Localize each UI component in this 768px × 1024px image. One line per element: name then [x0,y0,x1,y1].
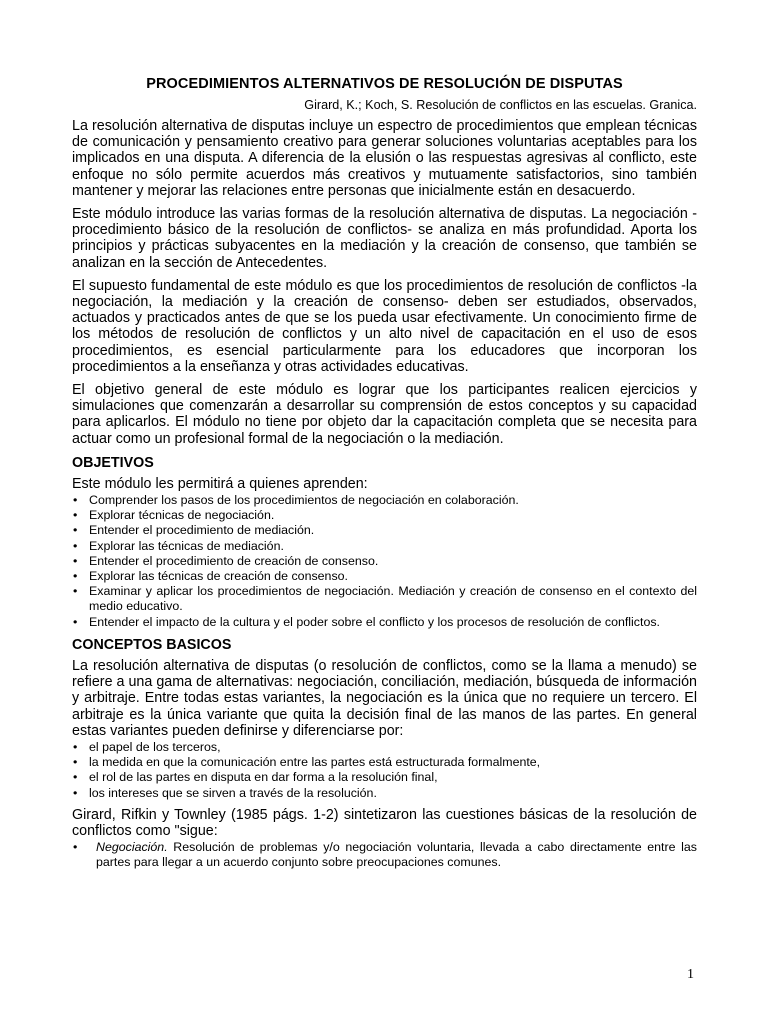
list-item: • Explorar técnicas de negociación. [72,508,697,523]
paragraph: La resolución alternativa de disputas (o resolución de conflictos, como se la llama a menudo) se refiere a una gama de alternativas: negociación, conciliación, mediación, búsqueda de información y arbitraje. Entre todas estas variantes, la negociación es la única que no requiere un tercero. El arbitraje es la única variante que quita la decisión final de las manos de las partes. En general estas variantes pueden definirse y diferenciarse por: [72,657,697,739]
objetivos-intro: Este módulo les permitirá a quienes aprenden: [72,475,368,492]
paragraph: El supuesto fundamental de este módulo es que los procedimientos de resolución de conflictos -la negociación, la mediación y la creación de consenso- deben ser estudiados, observados, actuados y practicados antes de que se los pueda usar efectivamente. Un conocimiento firme de los métodos de resolución de conflictos y un alto nivel de capacitación en el uso de esos procedimientos, es esencial particularmente para los educadores que incorporan los procedimientos a la enseñanza y otras actividades educativas. [72,277,697,375]
list-item: • la medida en que la comunicación entre las partes está estructurada formalmente, [72,755,697,770]
list-item: • Entender el procedimiento de creación de consenso. [72,554,697,569]
list-item: • Comprender los pasos de los procedimientos de negociación en colaboración. [72,493,697,508]
list-item: • el papel de los terceros, [72,740,697,755]
term-label: Negociación. [96,840,168,855]
document-page [72,76,697,877]
list-item: • los intereses que se sirven a través de la resolución. [72,786,697,801]
paragraph: Este módulo introduce las varias formas de la resolución alternativa de disputas. La negociación -procedimiento básico de la resolución de conflictos- se analiza en más profundidad. Aporta los principios y prácticas subyacentes en la mediación y la creación de consenso, que también se analizan en la sección de Antecedentes. [72,206,697,271]
page-number: 1 [687,967,694,982]
document-title: PROCEDIMIENTOS ALTERNATIVOS DE RESOLUCIÓN DE DISPUTAS [146,76,623,92]
list-item [72,840,697,870]
section-heading-objetivos: OBJETIVOS [72,454,154,471]
conceptos-list [72,740,697,801]
term-definition: Resolución de problemas y/o negociación voluntaria, llevada a cabo directamente entre las partes para llegar a un acuerdo conjunto sobre preocupaciones comunes. [96,840,697,870]
negociacion-list [72,840,697,870]
list-item: • Explorar las técnicas de mediación. [72,539,697,554]
list-item: • Examinar y aplicar los procedimientos de negociación. Mediación y creación de consenso en el contexto del medio educativo. [72,584,697,614]
list-item: • Entender el procedimiento de mediación. [72,523,697,538]
list-item: • el rol de las partes en disputa en dar forma a la resolución final, [72,770,697,785]
reference-citation: Girard, K.; Koch, S. Resolución de conflictos en las escuelas. Granica. [304,98,697,112]
list-item: • Explorar las técnicas de creación de consenso. [72,569,697,584]
paragraph: El objetivo general de este módulo es lograr que los participantes realicen ejercicios y simulaciones que comenzarán a desarrollar su comprensión de estos conceptos y su capacidad para aplicarlos. El módulo no tiene por objeto dar la capacitación completa que se necesita para actuar como un profesional formal de la negociación o la mediación. [72,382,697,447]
paragraph: Girard, Rifkin y Townley (1985 págs. 1-2) sintetizaron las cuestiones básicas de la resolución de conflictos como "sigue: [72,806,697,839]
section-heading-conceptos: CONCEPTOS BASICOS [72,636,232,653]
list-item: • Entender el impacto de la cultura y el poder sobre el conflicto y los procesos de resolución de conflictos. [72,615,697,630]
paragraph: La resolución alternativa de disputas incluye un espectro de procedimientos que emplean técnicas de comunicación y pensamiento creativo para generar soluciones voluntarias aceptables para los implicados en una disputa. A diferencia de la elusión o las respuestas agresivas al conflicto, este enfoque no sólo permite acuerdos más creativos y mutuamente satisfactorios, sino también mantener y mejorar las relaciones entre personas que inicialmente están en desacuerdo. [72,118,697,199]
objetivos-list [72,493,697,630]
